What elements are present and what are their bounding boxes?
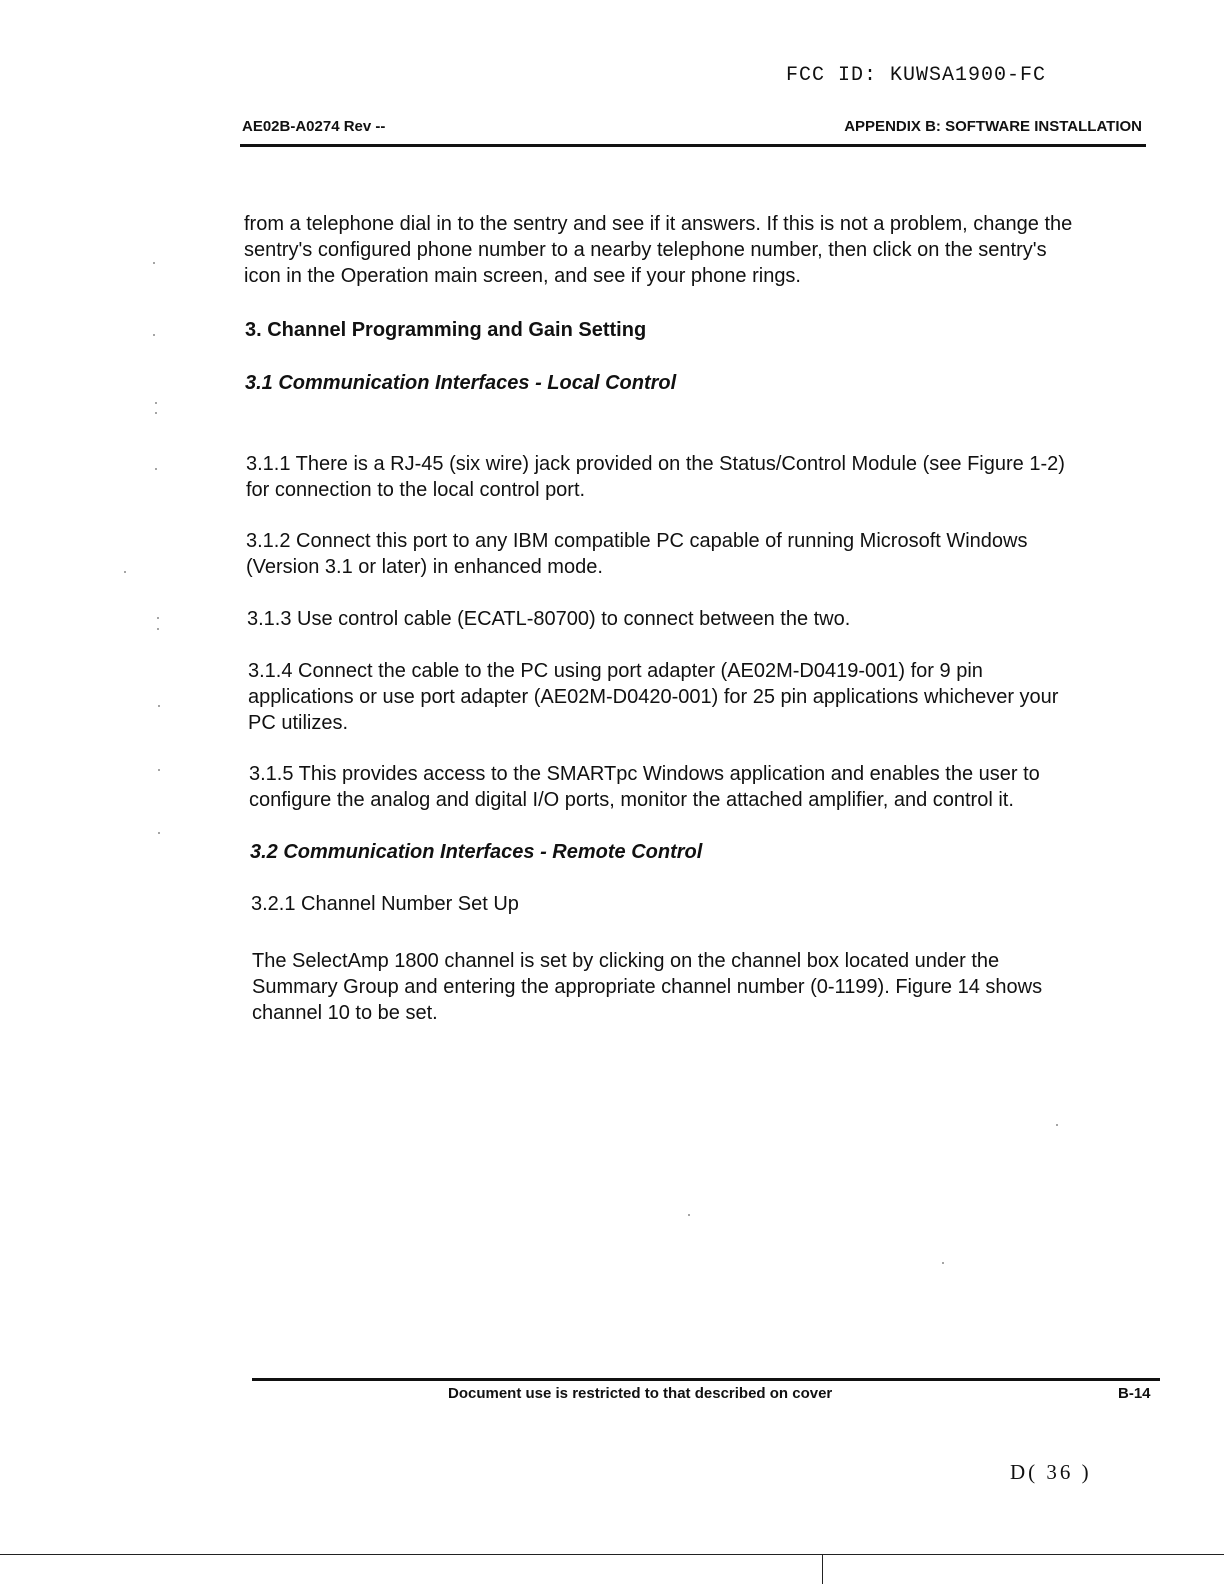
text-line: configure the analog and digital I/O ports, monitor the attached amplifier, and control it. (249, 789, 1014, 811)
scan-speck (158, 832, 160, 834)
paragraph-3-1-1 (246, 451, 1146, 503)
text-line: 3.1.1 There is a RJ-45 (six wire) jack provided on the Status/Control Module (see Figure 1-2) (246, 453, 1065, 475)
scan-speck (158, 705, 160, 707)
text-line: 3.1.5 This provides access to the SMARTpc Windows application and enables the user to (249, 763, 1040, 785)
scan-edge-tick (822, 1554, 823, 1584)
text-line: Summary Group and entering the appropriate channel number (0-1199). Figure 14 shows (252, 976, 1043, 998)
paragraph-3-1-5 (249, 761, 1149, 813)
section-3-heading: 3. Channel Programming and Gain Setting (245, 319, 647, 341)
scan-speck (155, 412, 157, 414)
text-line: (Version 3.1 or later) in enhanced mode. (246, 556, 603, 578)
paragraph-3-1-3 (247, 606, 1147, 632)
fcc-id: FCC ID: KUWSA1900-FC (786, 64, 1047, 87)
section-3-2-heading: 3.2 Communication Interfaces - Remote Control (250, 841, 703, 863)
text-line: icon in the Operation main screen, and see if your phone rings. (244, 265, 801, 287)
channel-paragraph (252, 948, 1152, 1026)
text-line: sentry's configured phone number to a nearby telephone number, then click on the sentry's (244, 239, 1047, 261)
text-line: from a telephone dial in to the sentry and see if it answers. If this is not a problem, change the (244, 213, 1073, 235)
text-line: 3.1.2 Connect this port to any IBM compatible PC capable of running Microsoft Windows (246, 530, 1028, 552)
scan-speck (153, 334, 155, 336)
text-line: The SelectAmp 1800 channel is set by clicking on the channel box located under the (252, 950, 1000, 972)
scan-speck (124, 571, 126, 573)
stamp-number: D( 36 ) (1010, 1460, 1092, 1484)
header-doc-number: AE02B-A0274 Rev -- (242, 118, 386, 135)
text-line: 3.1.4 Connect the cable to the PC using port adapter (AE02M-D0419-001) for 9 pin (248, 660, 983, 682)
section-3-1-heading: 3.1 Communication Interfaces - Local Control (245, 372, 677, 394)
intro-paragraph (244, 211, 1144, 289)
footer-rule (252, 1378, 1160, 1381)
paragraph-3-1-4 (248, 658, 1148, 736)
scan-speck (157, 628, 159, 630)
footer-page-number: B-14 (1118, 1385, 1151, 1402)
text-line: for connection to the local control port. (246, 479, 586, 501)
scan-speck (1056, 1124, 1058, 1126)
scan-speck (155, 468, 157, 470)
header-rule (240, 144, 1146, 147)
section-3-2-1-title: 3.2.1 Channel Number Set Up (251, 893, 519, 915)
text-line: PC utilizes. (248, 712, 349, 734)
scan-speck (153, 262, 155, 264)
text-line: applications or use port adapter (AE02M-D0420-001) for 25 pin applications whichever your (248, 686, 1059, 708)
scan-speck (157, 617, 159, 619)
scan-speck (158, 769, 160, 771)
text-line: channel 10 to be set. (252, 1002, 438, 1024)
header-section-title: APPENDIX B: SOFTWARE INSTALLATION (844, 118, 1142, 135)
paragraph-3-1-2 (246, 528, 1146, 580)
scan-edge-line (0, 1554, 1224, 1555)
scan-speck (155, 402, 157, 404)
scan-speck (688, 1214, 690, 1216)
scan-speck (942, 1262, 944, 1264)
footer-notice: Document use is restricted to that described on cover (448, 1385, 833, 1402)
text-line: 3.1.3 Use control cable (ECATL-80700) to connect between the two. (247, 608, 851, 630)
